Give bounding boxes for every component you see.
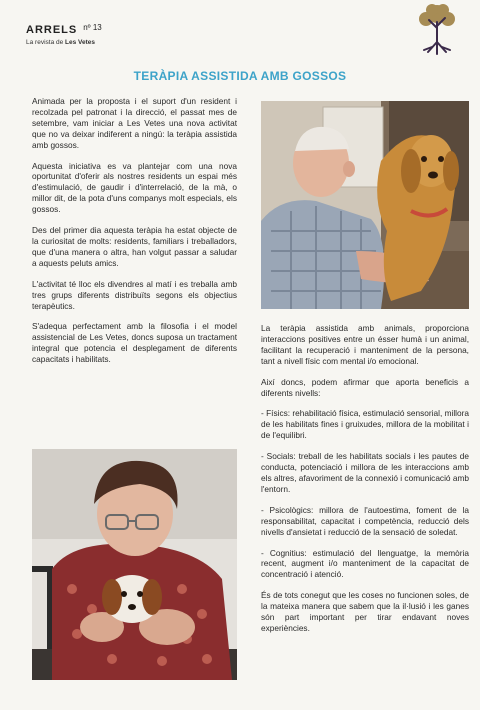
paragraph: És de tots conegut que les coses no funcionen soles, de la mateixa manera que sabem que la il·lusió i les ganes són part important per tirar endavant noves experiències. <box>261 590 469 633</box>
paragraph: Des del primer dia aquesta teràpia ha estat objecte de la curiositat de molts: residents, familiars i treballadors, que d'una manera o altra, han volgut passar a saludar a aquests peluts amics. <box>32 225 237 268</box>
subtitle-name: Les Vetes <box>65 39 96 46</box>
photo-man-with-dog-image <box>261 101 469 309</box>
paragraph: Animada per la proposta i el suport d'un resident i recolzada pel patronat i la direcció, el passat mes de setembre, vam iniciar a Les Vetes una nova activitat que no va deixar indiferent a ningú: la teràpia assistida amb gossos. <box>32 96 237 150</box>
article-title: TERÀPIA ASSISTIDA AMB GOSSOS <box>133 69 347 83</box>
tree-logo-icon <box>412 2 462 58</box>
paragraph: S'adequa perfectament amb la filosofia i el model assistencial de Les Vetes, doncs suposa un tractament integral que potencia el desplegament de diferents capacitats i habilitats. <box>32 321 237 365</box>
paragraph: - Socials: treball de les habilitats socials i les pautes de conducta, potenciació i millora de les interaccions amb els altres, afavoriment de la connexió i comunicació amb l'entorn. <box>261 451 469 494</box>
masthead <box>26 20 102 46</box>
magazine-title: ARRELS <box>26 24 78 36</box>
left-column <box>32 96 237 375</box>
paragraph: L'activitat té lloc els divendres al matí i es treballa amb tres grups diferents distribuïts segons els objectius terapèutics. <box>32 278 237 311</box>
right-column <box>261 323 469 644</box>
photo-man-with-dog <box>261 101 469 309</box>
paragraph: - Cognitius: estimulació del llenguatge, la memòria recent, augment i/o manteniment de la capacitat de concentració i atenció. <box>261 547 469 580</box>
photo-woman-with-puppy-image <box>32 449 237 680</box>
photo-woman-with-puppy <box>32 449 237 680</box>
magazine-subtitle <box>26 39 102 46</box>
subtitle-prefix: La revista de <box>26 39 66 46</box>
paragraph: - Físics: rehabilitació física, estimulació sensorial, millora de les habilitats fines i gruixudes, millora de la mobilitat i de l'equilibri. <box>261 408 469 441</box>
issue-number: nº 13 <box>83 23 102 32</box>
paragraph: La teràpia assistida amb animals, proporciona interaccions positives entre un ésser humà i un animal, facilitant la recuperació i manteniment de la persona, tant a nivell físic com mental i/o emocional. <box>261 323 469 366</box>
paragraph: Aquesta iniciativa es va plantejar com una nova oportunitat d'oferir als nostres residents un espai més d'estimulació, de gaudir i d'interrelació, de la mà, o millor dit, de la pota d'uns companys molt especials, els gossos. <box>32 160 237 215</box>
paragraph: - Psicològics: millora de l'autoestima, foment de la responsabilitat, capacitat i competència, reducció dels nivells d'ansietat i reducció de la sensació de soledat. <box>261 504 469 537</box>
paragraph: Així doncs, podem afirmar que aporta beneficis a diferents nivells: <box>261 376 469 398</box>
